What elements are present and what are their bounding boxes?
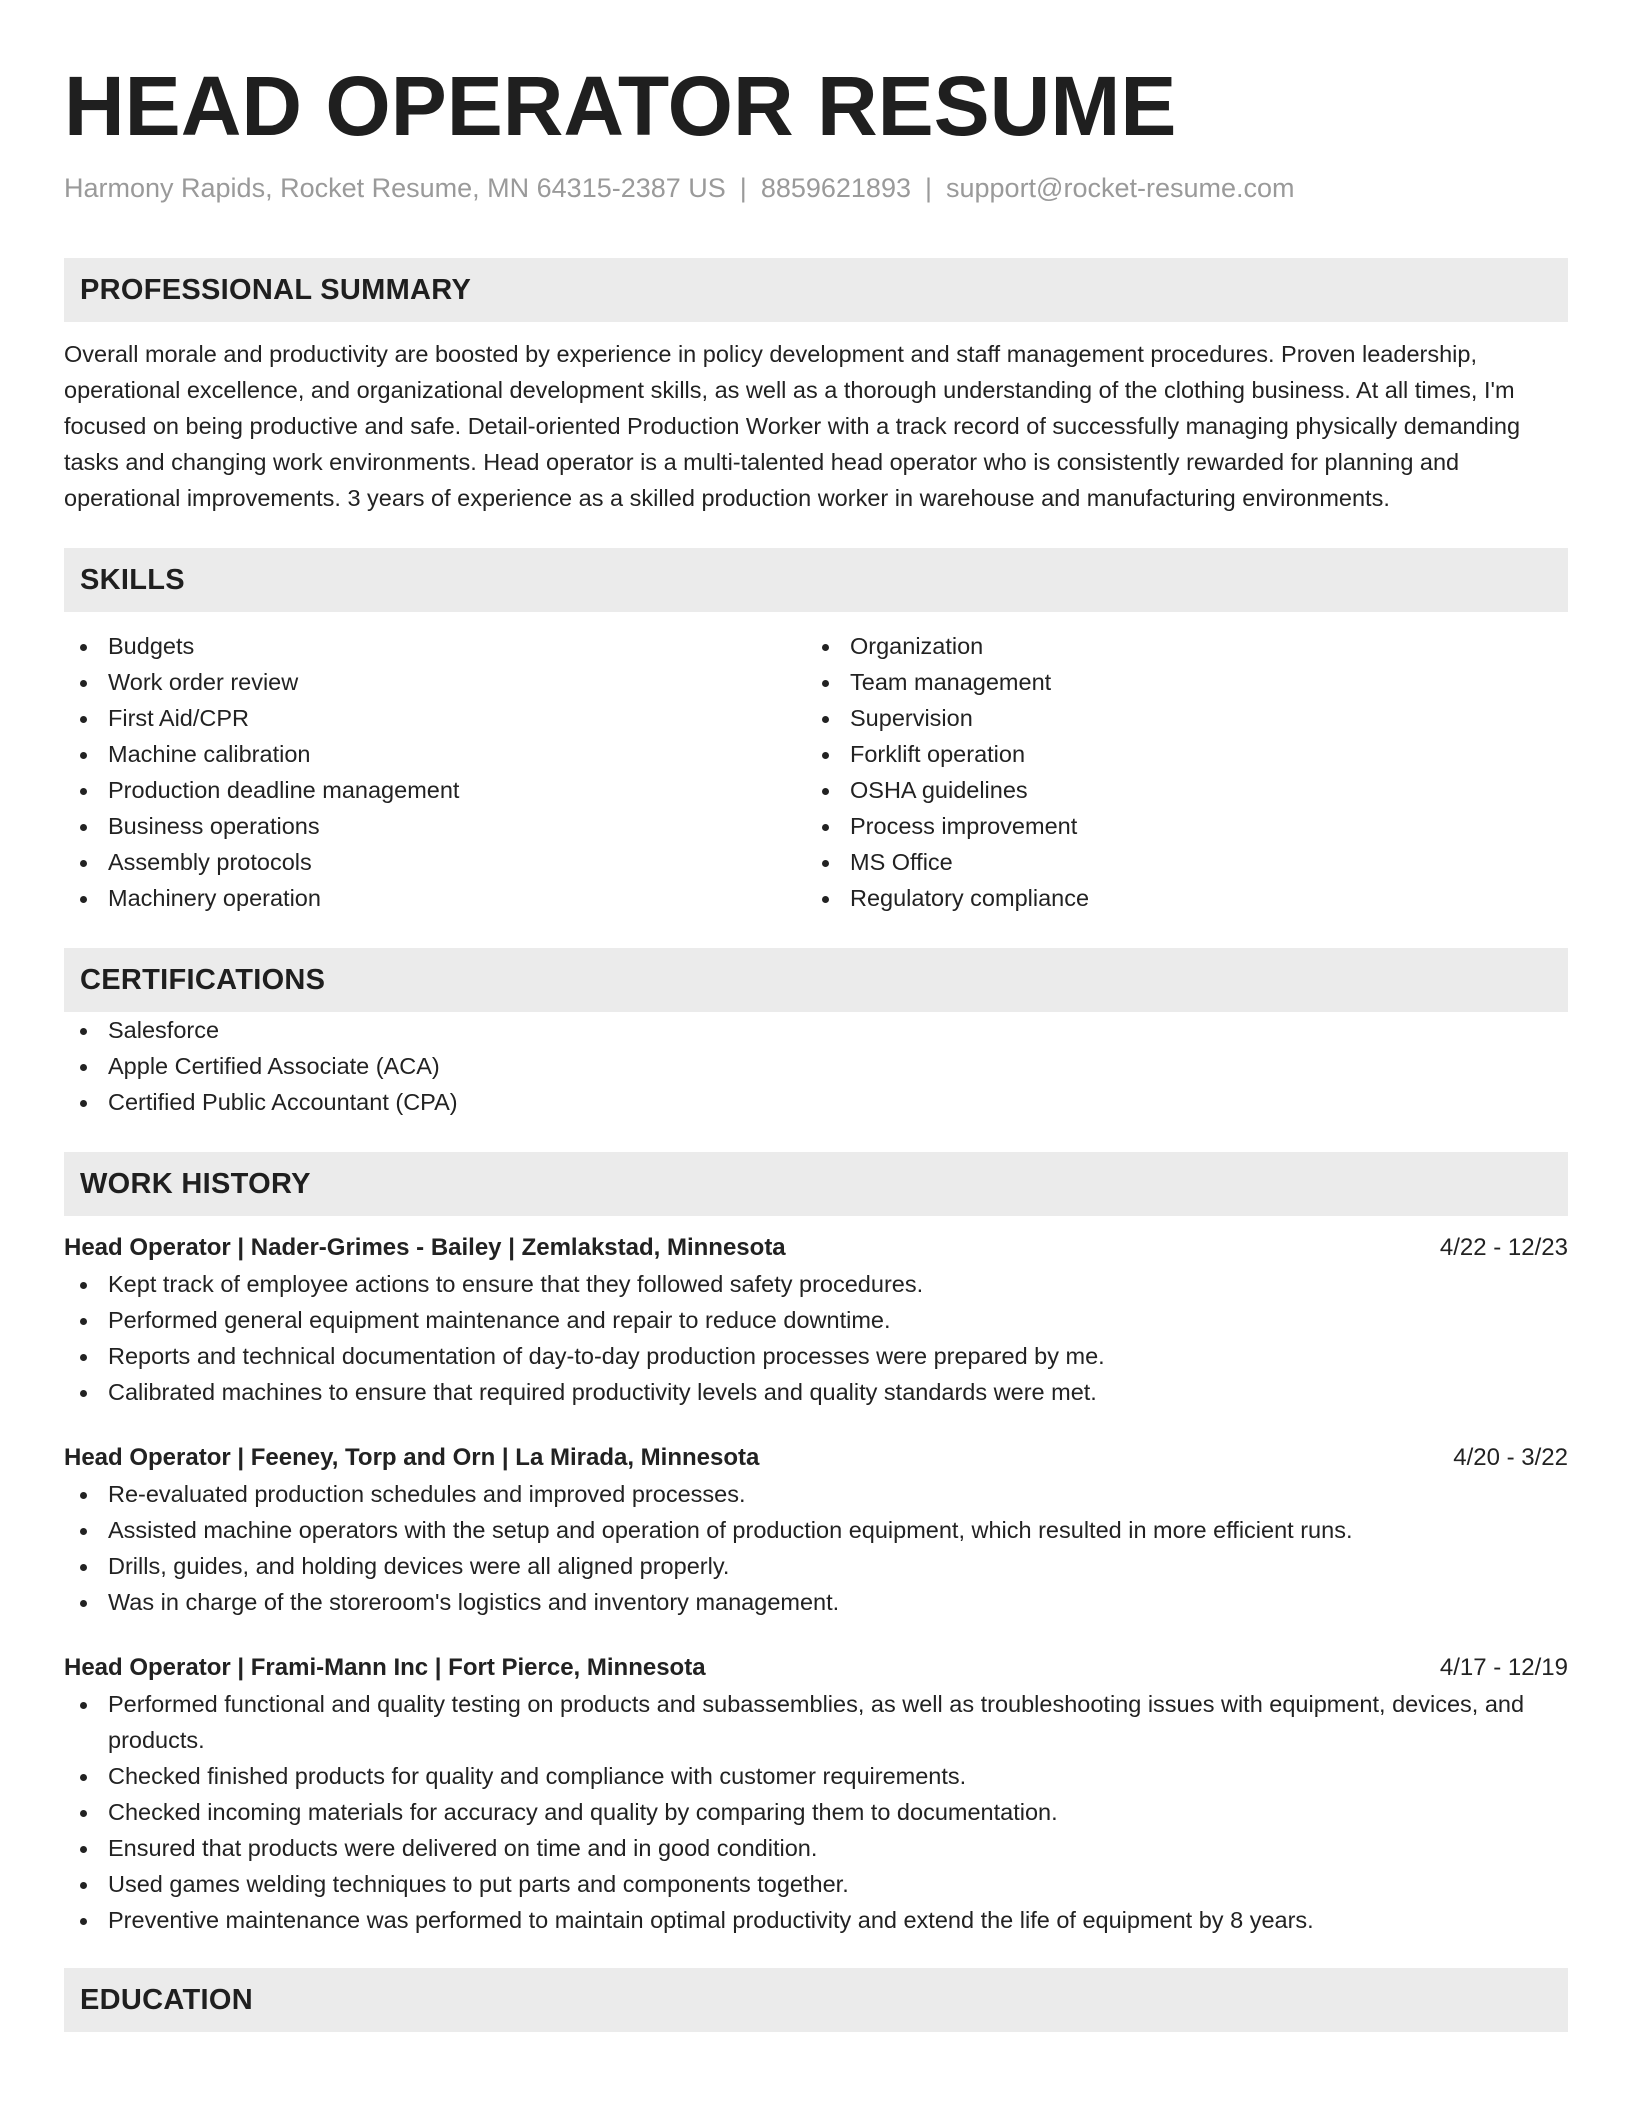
skills-left-column	[64, 628, 806, 916]
job-bullet: Re-evaluated production schedules and improved processes.	[64, 1476, 1568, 1512]
certification-item: Certified Public Accountant (CPA)	[64, 1084, 1568, 1120]
skill-item: Budgets	[64, 628, 806, 664]
skills-right-column	[806, 628, 1548, 916]
summary-heading: PROFESSIONAL SUMMARY	[64, 258, 1568, 322]
job-bullets	[64, 1686, 1568, 1938]
skill-item: Production deadline management	[64, 772, 806, 808]
job-entry	[64, 1650, 1568, 1938]
contact-separator: |	[924, 173, 932, 203]
skill-item: Machine calibration	[64, 736, 806, 772]
skill-item: Forklift operation	[806, 736, 1548, 772]
skill-item: OSHA guidelines	[806, 772, 1548, 808]
job-bullet: Was in charge of the storeroom's logistics and inventory management.	[64, 1584, 1568, 1620]
certification-item: Salesforce	[64, 1012, 1568, 1048]
skill-item: Machinery operation	[64, 880, 806, 916]
job-bullet: Reports and technical documentation of day-to-day production processes were prepared by me.	[64, 1338, 1568, 1374]
skill-item: First Aid/CPR	[64, 700, 806, 736]
skill-item: Business operations	[64, 808, 806, 844]
page-title: HEAD OPERATOR RESUME	[64, 59, 1177, 153]
job-bullet: Checked finished products for quality and compliance with customer requirements.	[64, 1758, 1568, 1794]
job-bullet: Assisted machine operators with the setup and operation of production equipment, which resulted in more efficient runs.	[64, 1512, 1568, 1548]
skill-item: Process improvement	[806, 808, 1548, 844]
job-bullet: Checked incoming materials for accuracy and quality by comparing them to documentation.	[64, 1794, 1568, 1830]
resume-page	[64, 0, 1568, 2032]
contact-phone: 8859621893	[760, 173, 911, 203]
job-title: Head Operator | Feeney, Torp and Orn | La Mirada, Minnesota	[64, 1444, 760, 1471]
job-bullet: Kept track of employee actions to ensure that they followed safety procedures.	[64, 1266, 1568, 1302]
job-entry	[64, 1230, 1568, 1410]
education-heading: EDUCATION	[64, 1968, 1568, 2032]
job-bullets	[64, 1476, 1568, 1620]
work-history-heading: WORK HISTORY	[64, 1152, 1568, 1216]
job-bullet: Ensured that products were delivered on time and in good condition.	[64, 1830, 1568, 1866]
skill-item: MS Office	[806, 844, 1548, 880]
job-bullet: Used games welding techniques to put parts and components together.	[64, 1866, 1568, 1902]
job-dates: 4/20 - 3/22	[1453, 1444, 1568, 1471]
job-bullet: Calibrated machines to ensure that required productivity levels and quality standards were met.	[64, 1374, 1568, 1410]
skills-grid	[64, 628, 1568, 916]
certifications-heading: CERTIFICATIONS	[64, 948, 1568, 1012]
certification-item: Apple Certified Associate (ACA)	[64, 1048, 1568, 1084]
summary-text: Overall morale and productivity are boosted by experience in policy development and staff management procedures. Proven leadership, operational excellence, and organizational development skills, as well as a thorough understanding of the clothing business. At all times, I'm focused on being productive and safe. Detail-oriented Production Worker with a track record of successfully managing physically demanding tasks and changing work environments. Head operator is a multi-talented head operator who is consistently rewarded for planning and operational improvements. 3 years of experience as a skilled production worker in warehouse and manufacturing environments.	[64, 341, 1521, 511]
contact-address: Harmony Rapids, Rocket Resume, MN 64315-2387 US	[64, 173, 726, 203]
skill-item: Supervision	[806, 700, 1548, 736]
skill-item: Work order review	[64, 664, 806, 700]
job-dates: 4/22 - 12/23	[1439, 1234, 1568, 1261]
skill-item: Regulatory compliance	[806, 880, 1548, 916]
job-bullets	[64, 1266, 1568, 1410]
job-title: Head Operator | Nader-Grimes - Bailey | Zemlakstad, Minnesota	[64, 1234, 786, 1261]
job-header	[64, 1650, 1568, 1686]
job-bullet: Performed general equipment maintenance and repair to reduce downtime.	[64, 1302, 1568, 1338]
contact-email: support@rocket-resume.com	[946, 173, 1295, 203]
job-header	[64, 1230, 1568, 1266]
skill-item: Team management	[806, 664, 1548, 700]
job-dates: 4/17 - 12/19	[1439, 1654, 1568, 1681]
job-header	[64, 1440, 1568, 1476]
job-entry	[64, 1440, 1568, 1620]
skill-item: Assembly protocols	[64, 844, 806, 880]
contact-line	[64, 170, 1568, 206]
contact-separator: |	[739, 173, 747, 203]
skill-item: Organization	[806, 628, 1548, 664]
job-bullet: Performed functional and quality testing on products and subassemblies, as well as troubleshooting issues with equipment, devices, and products.	[64, 1686, 1568, 1758]
job-title: Head Operator | Frami-Mann Inc | Fort Pierce, Minnesota	[64, 1654, 706, 1681]
certifications-list	[64, 1012, 1568, 1120]
job-bullet: Drills, guides, and holding devices were all aligned properly.	[64, 1548, 1568, 1584]
job-bullet: Preventive maintenance was performed to maintain optimal productivity and extend the life of equipment by 8 years.	[64, 1902, 1568, 1938]
skills-heading: SKILLS	[64, 548, 1568, 612]
